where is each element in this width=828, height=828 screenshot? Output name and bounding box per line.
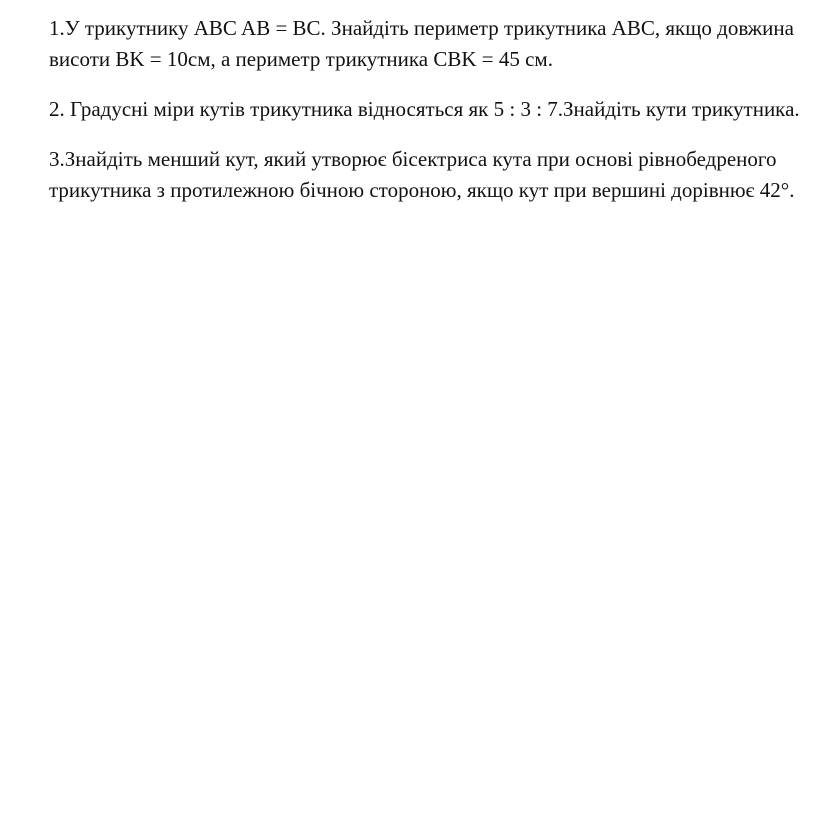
problem-3 bbox=[49, 144, 804, 206]
problem-1-text: У трикутнику ABC AB = BC. Знайдіть периметр трикутника ABC, якщо довжина висоти BK = 10см, а периметр трикутника CBK = 45 см. bbox=[49, 16, 794, 71]
problem-2 bbox=[49, 94, 804, 125]
problem-2-number: 2. bbox=[49, 97, 65, 121]
problem-1-number: 1. bbox=[49, 16, 65, 40]
problem-3-number: 3. bbox=[49, 147, 65, 171]
problem-2-text: Градусні міри кутів трикутника відносяться як 5 : 3 : 7.Знайдіть кути трикутника. bbox=[64, 97, 800, 121]
problem-list bbox=[49, 13, 804, 225]
problem-3-text: Знайдіть менший кут, який утворює бісектриса кута при основі рівнобедреного трикутника з протилежною бічною стороною, якщо кут при вершині дорівнює 42°. bbox=[49, 147, 795, 202]
problem-1 bbox=[49, 13, 804, 75]
